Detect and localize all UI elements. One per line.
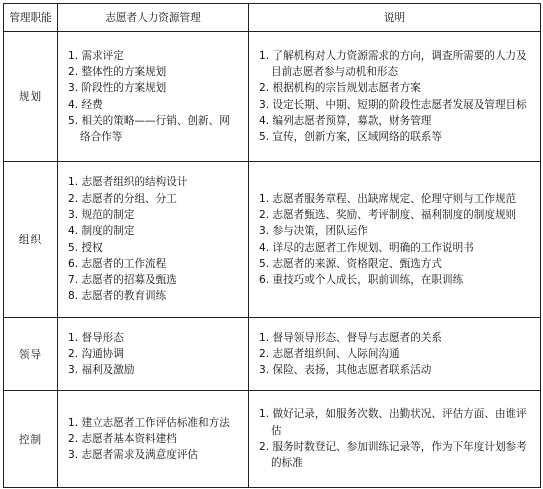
management-item: 2. 志愿者基本资料建档 — [68, 432, 177, 445]
management-item: 4. 制度的制定 — [68, 225, 135, 238]
function-label: 组织 — [18, 234, 43, 246]
management-item: 5. 相关的策略——行销、创新、网络合作等 — [68, 114, 230, 144]
management-item: 5. 授权 — [68, 241, 103, 254]
function-label: 控制 — [18, 433, 43, 446]
header-function: 管理职能 — [4, 4, 58, 32]
management-item: 7. 志愿者的招募及甄选 — [68, 274, 177, 287]
table-row — [4, 318, 541, 391]
management-cell — [58, 391, 249, 488]
description-item: 1. 了解机构对人力资源需求的方向，调查所需要的人力及目前志愿者参与动机和形态 — [259, 49, 527, 78]
description-cell — [249, 391, 541, 488]
table-header-row — [4, 4, 541, 32]
description-item: 1. 督导领导形态、督导与志愿者的关系 — [259, 331, 442, 344]
description-item: 5. 志愿者的来源、资格限定、甄选方式 — [259, 257, 442, 270]
management-item: 8. 志愿者的教育训练 — [68, 290, 167, 303]
management-item: 1. 督导形态 — [68, 331, 124, 344]
management-cell — [58, 32, 249, 162]
management-item: 3. 规范的制定 — [68, 208, 135, 221]
description-cell — [249, 318, 541, 391]
management-item: 1. 需求评定 — [68, 49, 124, 62]
description-item: 1. 志愿者服务章程、出缺席规定、伦理守则与工作规范 — [259, 192, 517, 205]
table-row — [4, 391, 541, 488]
description-item: 2. 根据机构的宗旨规划志愿者方案 — [259, 82, 421, 95]
description-item: 6. 重技巧或个人成长，职前训练，在职训练 — [259, 274, 464, 287]
function-cell — [4, 162, 58, 318]
description-item: 2. 志愿者甄选、奖励、考评制度、福利制度的制度规则 — [259, 208, 517, 221]
description-item: 5. 宣传，创新方案，区域网络的联系等 — [259, 131, 442, 144]
management-item: 3. 福利及激励 — [68, 364, 135, 377]
description-item: 2. 志愿者组织间、人际间沟通 — [259, 347, 400, 360]
description-item: 4. 详尽的志愿者工作规划、明确的工作说明书 — [259, 241, 474, 254]
description-cell — [249, 162, 541, 318]
table-row — [4, 162, 541, 318]
description-item: 3. 设定长期、中期、短期的阶段性志愿者发展及管理目标 — [259, 98, 527, 111]
description-cell — [249, 32, 541, 162]
management-cell — [58, 318, 249, 391]
header-description: 说明 — [249, 4, 541, 32]
function-label: 规划 — [18, 91, 43, 103]
management-item: 1. 建立志愿者工作评估标准和方法 — [68, 416, 230, 429]
management-item: 4. 经费 — [68, 98, 103, 111]
function-cell — [4, 32, 58, 162]
function-cell — [4, 318, 58, 391]
table-row — [4, 32, 541, 162]
description-item: 4. 编列志愿者预算，募款，财务管理 — [259, 114, 432, 127]
management-item: 6. 志愿者的工作流程 — [68, 257, 167, 270]
management-item: 2. 沟通协调 — [68, 347, 124, 360]
header-management: 志愿者人力资源管理 — [58, 4, 249, 32]
management-cell — [58, 162, 249, 318]
description-item: 3. 参与决策，团队运作 — [259, 225, 368, 238]
function-cell — [4, 391, 58, 488]
management-item: 1. 志愿者组织的结构设计 — [68, 176, 188, 189]
management-item: 2. 整体性的方案规划 — [68, 65, 167, 78]
description-item: 3. 保险、表扬，其他志愿者联系活动 — [259, 364, 432, 377]
management-item: 2. 志愿者的分组、分工 — [68, 192, 177, 205]
description-item: 2. 服务时数登记、参加训练记录等，作为下年度计划参考的标准 — [259, 441, 527, 470]
function-label: 领导 — [18, 348, 43, 361]
description-item: 1. 做好记录，如服务次数、出勤状况、评估方面、由谁评估 — [259, 408, 527, 437]
management-item: 3. 阶段性的方案规划 — [68, 82, 167, 95]
management-item: 3. 志愿者需求及满意度评估 — [68, 449, 199, 462]
volunteer-hr-management-table — [3, 3, 541, 488]
